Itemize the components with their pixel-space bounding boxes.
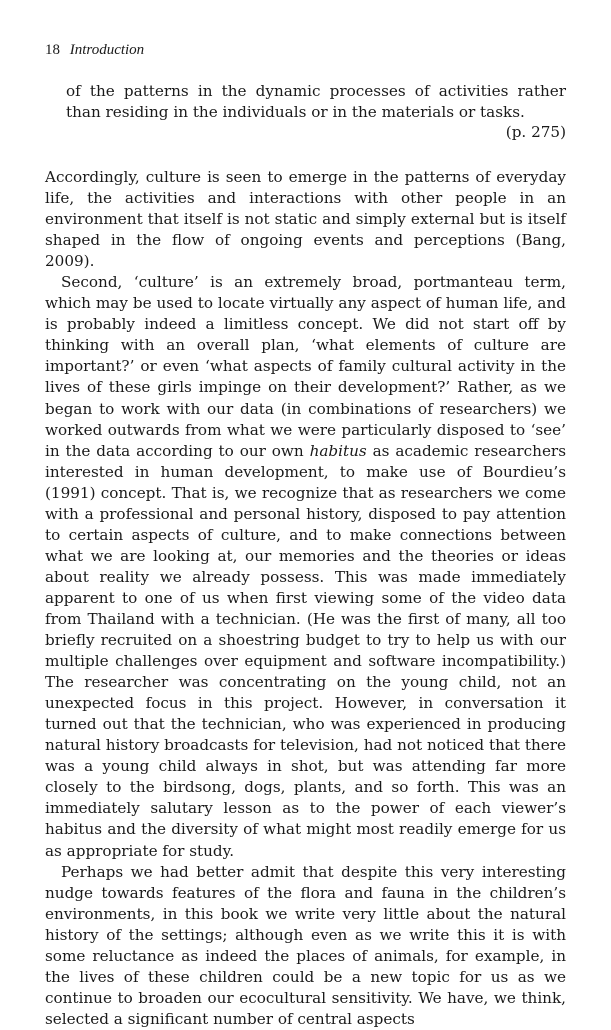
section-title: Introduction — [69, 42, 145, 58]
habitus-term: habitus — [309, 441, 367, 460]
paragraph-3: Perhaps we had better admit that despite this very interesting nudge towards features of the flora and fauna in the children’s environments, in this book we write very little about the natural history of the settings; although even as we write this it is with some reluctance as indeed the places of animals, for example, in the lives of these children could be a new topic for us as we continue to broaden our ecocultural sensitivity. We have, we think, selected a significant number of central aspects — [45, 862, 566, 1028]
running-head — [45, 41, 144, 59]
body-text — [45, 167, 566, 1030]
page-number: 18 — [45, 42, 60, 58]
quote-citation: (p. 275) — [505, 123, 566, 141]
block-quote-text: of the patterns in the dynamic processes of activities rather than residing in the individuals or in the materials or tasks. — [66, 82, 566, 122]
paragraph-1: Accordingly, culture is seen to emerge in the patterns of everyday life, the activities and interactions with other people in an environment that itself is not static and simply external but is itself shaped in the flow of ongoing events and perceptions (Bang, 2009). — [45, 168, 566, 271]
paragraph-2-part-1: Second, ‘culture’ is an extremely broad, portmanteau term, which may be used to locate virtually any aspect of human life, and is probably indeed a limitless concept. We did not start off by thinking with an overall plan, ‘what elements of culture are important?’ or even ‘what aspects of family cultural activity in the lives of these girls impinge on their development?’ Rather, as we began to work with our data (in combinations of researchers) we worked outwards from what we were particularly disposed to ‘see’ in the data according to our own — [45, 273, 566, 460]
paragraph-2-part-2: as academic researchers interested in human development, to make use of Bourdieu’s (1991) concept. That is, we recognize that as researchers we come with a professional and personal history, disposed to pay attention to certain aspects of culture, and to make connections between what we are looking at, our memories and the theories or ideas about reality we already possess. This was made immediately apparent to one of us when first viewing some of the video data from Thailand with a technician. (He was the first of many, all too briefly recruited on a shoestring budget to try to help us with our multiple challenges over equipment and software incompatibility.) The researcher was concentrating on the young child, not an unexpected focus in this project. However, in conversation it turned out that the technician, who was experienced in producing natural history broadcasts for television, had not noticed that there was a young child always in shot, but was attending far more closely to the birdsong, dogs, plants, and so forth. This was an immediately salutary lesson as to the power of each viewer’s habitus and the diversity of what might most readily emerge for us as appropriate for study. — [45, 441, 566, 860]
paragraph-2 — [45, 272, 566, 861]
block-quote — [66, 81, 566, 124]
